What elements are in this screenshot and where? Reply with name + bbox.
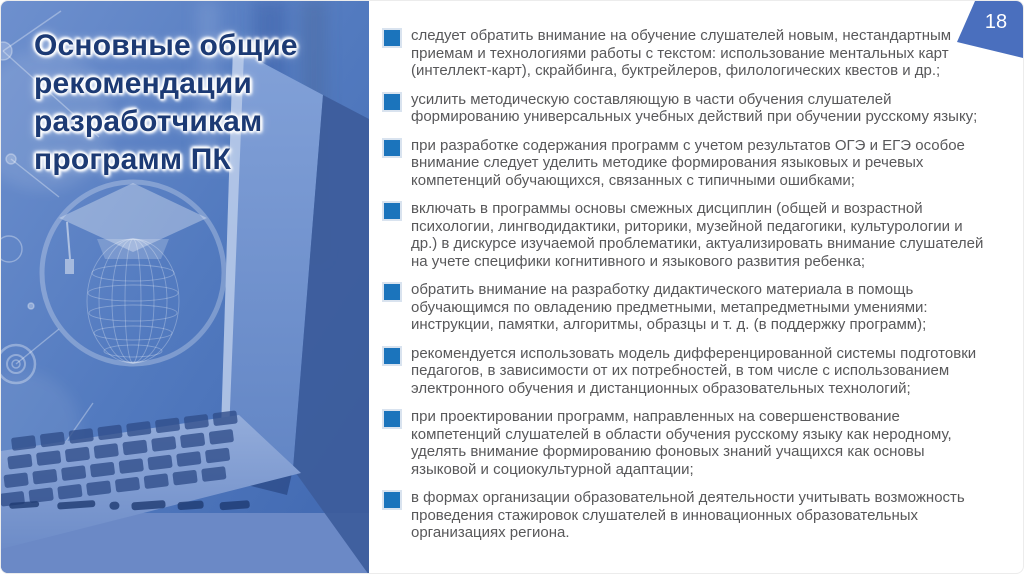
recommendation-text: обратить внимание на разработку дидактического материала в помощь обучающимся по овладению предметными, метапредметными умениями: инструкции, памятки, алгоритмы, образцы и т. д. (в поддержку программ); — [411, 281, 928, 333]
recommendation-text: усилить методическую составляющую в части обучения слушателей формированию универсальных учебных действий при обучении русскому языку; — [411, 90, 978, 125]
square-bullet-icon — [382, 490, 402, 510]
title-panel — [1, 1, 369, 574]
square-bullet-icon — [382, 201, 402, 221]
square-bullet-icon — [382, 282, 402, 302]
recommendations-panel — [369, 1, 1023, 573]
page-number: 18 — [984, 11, 1008, 33]
recommendation-text: рекомендуется использовать модель дифференцированной системы подготовки педагогов, в зависимости от их потребностей, в том числе с использованием электронного обучения и дистанционных образовательных технологий; — [411, 344, 977, 397]
recommendation-item — [382, 281, 987, 334]
recommendation-text: при разработке содержания программ с учетом результатов ОГЭ и ЕГЭ особое внимание следует уделить методике формирования языковых и речевых компетенций обучающихся, связанных с типичными ошибками; — [411, 136, 965, 189]
page-number-badge — [951, 1, 1023, 61]
slide-title-line: рекомендации — [34, 67, 253, 100]
slide-title — [34, 27, 354, 179]
recommendation-item — [382, 91, 987, 126]
recommendation-list — [382, 27, 987, 542]
square-bullet-icon — [382, 138, 402, 158]
recommendation-text: в формах организации образовательной деятельности учитывать возможность проведения стажировок слушателей в инновационных образовательных организациях региона. — [411, 489, 965, 541]
recommendation-item — [382, 345, 987, 398]
recommendation-text: включать в программы основы смежных дисциплин (общей и возрастной психологии, лингводидактики, риторики, музейной педагогики, культурологии и др.) в дискурсе изучаемой проблематики, актуализировать внимание слушателей на учете специфики когнитивного и языкового развития ребенка; — [411, 200, 984, 270]
recommendation-item — [382, 200, 987, 270]
recommendation-text: следует обратить внимание на обучение слушателей новым, нестандартным приемам и технологиями работы с текстом: использование ментальных карт (интеллект-карт), скрайбинга, буктрейлеров, филологических квестов и др.; — [411, 27, 952, 79]
slide-title-line: разработчикам — [34, 105, 263, 138]
recommendation-item — [382, 489, 987, 542]
square-bullet-icon — [382, 28, 402, 48]
recommendation-item — [382, 27, 987, 80]
slide-title-line: Основные общие — [34, 29, 298, 62]
recommendation-item — [382, 408, 987, 478]
slide-title-line: программ ПК — [34, 143, 232, 176]
square-bullet-icon — [382, 409, 402, 429]
square-bullet-icon — [382, 346, 402, 366]
recommendation-text: при проектировании программ, направленных на совершенствование компетенций слушателей в области обучения русскому языку как неродному, уделять внимание формированию фоновых знаний учащихся как основы языковой и социокультурной адаптации; — [411, 408, 952, 478]
square-bullet-icon — [382, 92, 402, 112]
recommendation-item — [382, 137, 987, 190]
